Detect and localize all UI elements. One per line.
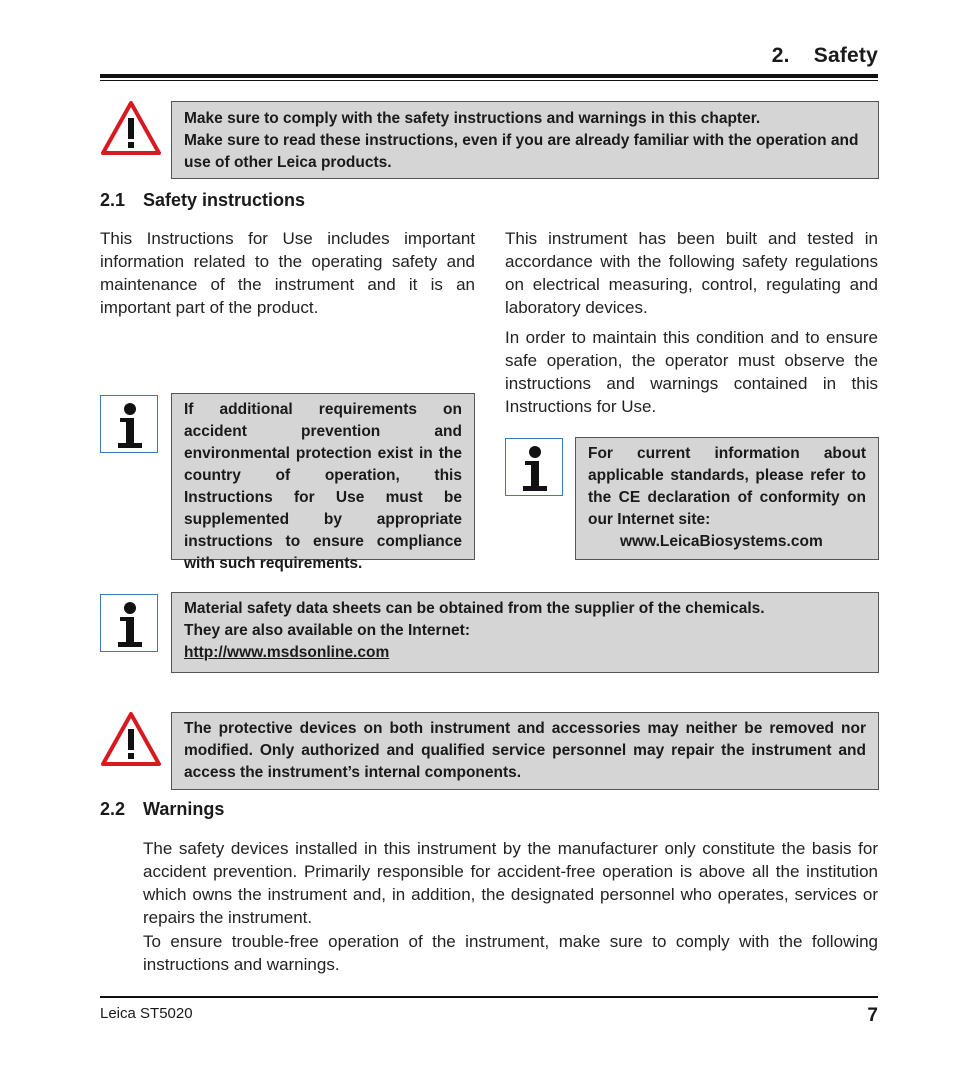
- header-rule: [100, 74, 878, 78]
- standards-text: For current information about applicable standards, please refer to the CE declaration of conformity on our Internet site:: [588, 445, 866, 528]
- protective-devices-warning: [171, 712, 879, 790]
- intro-warning-line-1: Make sure to comply with the safety instructions and warnings in this chapter.: [184, 110, 761, 127]
- msds-line-1: Material safety data sheets can be obtained from the supplier of the chemicals.: [184, 600, 765, 617]
- info-icon: [100, 594, 158, 652]
- footer-rule: [100, 996, 878, 998]
- standards-note: [575, 437, 879, 560]
- protective-devices-text: The protective devices on both instrument and accessories may neither be removed nor modified. Only authorized and qualified service personnel may repair the instrument and access the instrument’s internal components.: [184, 720, 866, 781]
- warning-triangle-icon: [100, 711, 162, 767]
- section-title: Warnings: [143, 799, 225, 819]
- section-number: 2.1: [100, 190, 126, 210]
- regulations-paragraph: This instrument has been built and tested in accordance with the following safety regulations on electrical measuring, control, regulating and laboratory devices.: [505, 229, 878, 317]
- warning-triangle-icon: [100, 100, 162, 156]
- additional-requirements-note: [171, 393, 475, 572]
- additional-requirements-text: If additional requirements on accident prevention and environmental protection exist in the country of operation, this Instructions for Use must be supplemented by appropriate instructions to ensure compliance with such requirements.: [184, 401, 462, 572]
- chapter-title: 2. Safety: [771, 44, 878, 67]
- section-2-1-heading: [100, 190, 305, 211]
- info-icon: [505, 438, 563, 496]
- section-number: 2.2: [100, 799, 126, 819]
- section-title: Safety instructions: [143, 190, 306, 210]
- footer-product-name: Leica ST5020: [100, 1005, 193, 1022]
- operator-paragraph: In order to maintain this condition and to ensure safe operation, the operator must observe the instructions and warnings contained in this Instructions for Use.: [505, 328, 878, 416]
- safety-intro-paragraph: This Instructions for Use includes important information related to the operating safety and maintenance of the instrument and it is an important part of the product.: [100, 229, 475, 317]
- section-2-2-heading: [100, 799, 224, 820]
- info-icon: [100, 395, 158, 453]
- warnings-paragraph-2: To ensure trouble-free operation of the instrument, make sure to comply with the following instructions and warnings.: [143, 932, 878, 974]
- intro-warning-box: [171, 101, 879, 179]
- leica-website-link[interactable]: www.LeicaBiosystems.com: [620, 533, 823, 550]
- header-rule-thin: [100, 80, 878, 81]
- warnings-paragraph-1: The safety devices installed in this instrument by the manufacturer only constitute the basis for accident prevention. Primarily responsible for accident-free operation is above all the institution which owns the instrument and, in addition, the designated personnel who operates, services or repairs the instrument.: [143, 839, 878, 927]
- msds-line-2: They are also available on the Internet:: [184, 622, 470, 639]
- msds-link[interactable]: http://www.msdsonline.com: [184, 644, 390, 661]
- intro-warning-line-2: Make sure to read these instructions, even if you are already familiar with the operation and use of other Leica products.: [184, 132, 859, 171]
- msds-note: [171, 592, 879, 673]
- page-number: 7: [867, 1005, 878, 1026]
